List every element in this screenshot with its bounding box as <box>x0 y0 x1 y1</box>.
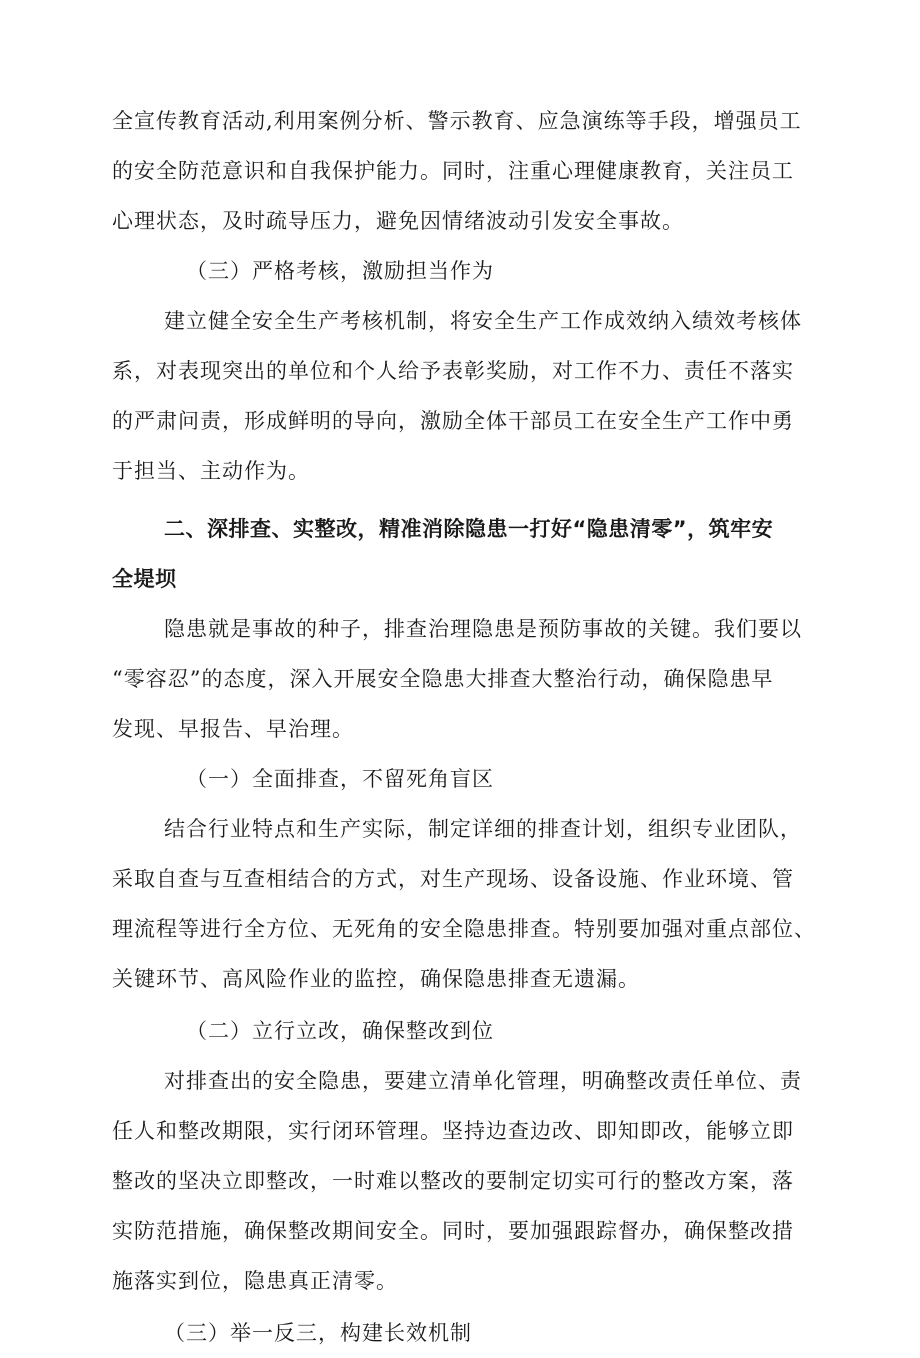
document-page <box>112 96 852 1358</box>
text-line: 任人和整改期限，实行闭环管理。坚持边查边改、即知即改，能够立即 <box>112 1119 794 1143</box>
paragraph-rectification <box>112 1056 852 1306</box>
text-line: 全宣传教育活动,利用案例分析、警示教育、应急演练等手段，增强员工 <box>112 109 802 133</box>
text-line: 实防范措施，确保整改期间安全。同时，要加强跟踪督办，确保整改措 <box>112 1219 794 1243</box>
text-line: 施落实到位，隐患真正清零。 <box>112 1269 398 1293</box>
paragraph-investigation <box>112 804 852 1004</box>
text-line: 隐患就是事故的种子，排查治理隐患是预防事故的关键。我们要以 <box>164 617 802 641</box>
text-line: 建立健全安全生产考核机制，将安全生产工作成效纳入绩效考核体 <box>164 309 802 333</box>
text-line: 采取自查与互查相结合的方式，对生产现场、设备设施、作业环境、管 <box>112 867 794 891</box>
text-line: 结合行业特点和生产实际，制定详细的排查计划，组织专业团队， <box>164 817 802 841</box>
text-line: 于担当、主动作为。 <box>112 459 310 483</box>
subheading-investigation: （一）全面排查，不留死角盲区 <box>186 767 494 791</box>
subheading-rectification: （二）立行立改，确保整改到位 <box>186 1019 494 1043</box>
paragraph-intro <box>112 604 852 754</box>
subheading-long-term-mechanism: （三）举一反三，构建长效机制 <box>164 1321 472 1345</box>
text-line: 心理状态，及时疏导压力，避免因情绪波动引发安全事故。 <box>112 209 684 233</box>
paragraph-education <box>112 96 852 246</box>
text-line: “零容忍”的态度，深入开展安全隐患大排查大整治行动，确保隐患早 <box>112 667 774 691</box>
text-line: 关键环节、高风险作业的监控，确保隐患排查无遗漏。 <box>112 967 640 991</box>
text-line: 整改的坚决立即整改，一时难以整改的要制定切实可行的整改方案，落 <box>112 1169 794 1193</box>
text-line: 的安全防范意识和自我保护能力。同时，注重心理健康教育，关注员工 <box>112 159 794 183</box>
text-line: 理流程等进行全方位、无死角的安全隐患排查。特别要加强对重点部位、 <box>112 917 816 941</box>
text-line: 发现、早报告、早治理。 <box>112 717 354 741</box>
paragraph-assessment <box>112 296 852 496</box>
heading-line: 全堤坝 <box>112 567 177 591</box>
text-line: 的严肃问责，形成鲜明的导向，激励全体干部员工在安全生产工作中勇 <box>112 409 794 433</box>
subheading-assessment: （三）严格考核，激励担当作为 <box>186 259 494 283</box>
text-line: 对排查出的安全隐患，要建立清单化管理，明确整改责任单位、责 <box>164 1069 802 1093</box>
section-two-heading <box>112 504 852 604</box>
text-line: 系，对表现突出的单位和个人给予表彰奖励，对工作不力、责任不落实 <box>112 359 794 383</box>
heading-line: 二、深排查、实整改，精准消除隐患一打好“隐患清零”，筑牢安 <box>164 517 774 541</box>
